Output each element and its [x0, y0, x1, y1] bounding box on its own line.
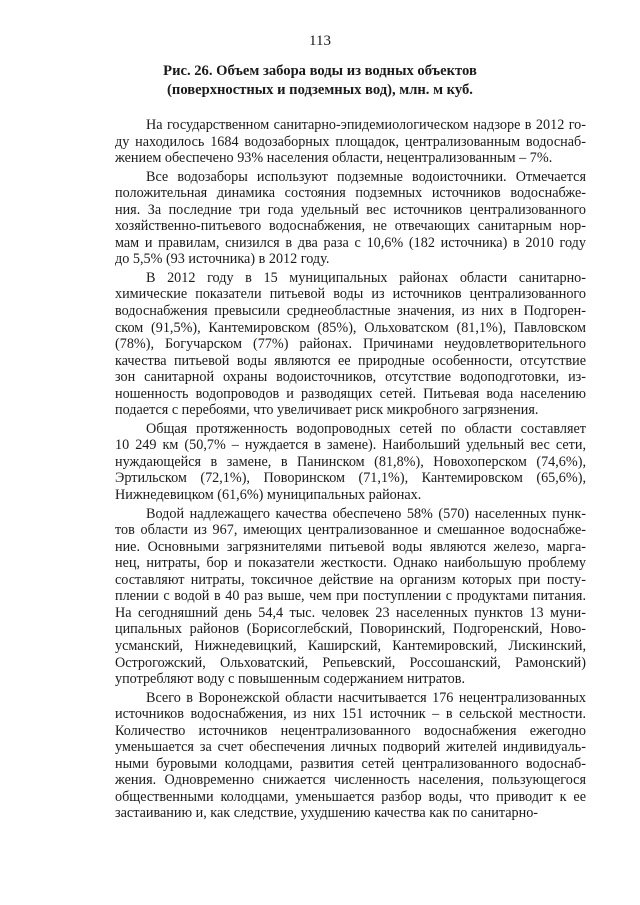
paragraph — [115, 690, 586, 822]
paragraph — [115, 270, 586, 419]
text-line: На государственном санитарно-эпидемиологическом надзоре в 2012 го- — [146, 117, 586, 133]
figure-caption-line: (поверхностных и подземных вод), млн. м куб. — [167, 82, 473, 98]
text-line: Количество источников нецентрализованного водоснабжения ежегодно — [115, 722, 586, 739]
text-line: мам и правилам, снизился в два раза с 10,6% (182 источника) в 2010 году — [115, 234, 586, 251]
paragraph — [115, 421, 586, 504]
paragraph — [115, 117, 586, 167]
text-line: Острогожский, Ольховатский, Репьевский, Россошанский, Рамонский) — [115, 654, 586, 671]
figure-caption — [110, 62, 530, 100]
text-line: Нижнедевицком (61,6%) муниципальных районах. — [115, 487, 422, 504]
text-line: подается с перебоями, что увеличивает риск микробного загрязнения. — [115, 402, 539, 419]
text-line: до 5,5% (93 источника) в 2012 году. — [115, 251, 330, 268]
text-line: водоснабжения превысили среднеобластные значения, из них в Подгорен- — [115, 303, 586, 320]
text-line: тов области из 967, имеющих централизованное и смешанное водоснабже- — [115, 522, 586, 539]
body-text — [115, 117, 586, 824]
text-line: 10 249 км (50,7% – нуждается в замене). Наибольший удельный вес сети, — [115, 437, 586, 454]
text-line: жением обеспечено 93% населения области, нецентрализованным – 7%. — [115, 150, 553, 167]
text-line: нуждающейся в замене, в Панинском (81,8%), Новохоперском (74,6%), — [115, 453, 586, 470]
text-line: ния. За последние три года удельный вес источников централизованного — [115, 201, 586, 218]
text-line: ду находилось 1684 водозаборных площадок, централизованным водоснаб- — [115, 133, 586, 150]
text-line: Эртильском (72,1%), Поворинском (71,1%), Кантемировском (65,6%), — [115, 470, 586, 487]
text-line: Все водозаборы используют подземные водоисточники. Отмечается — [146, 168, 586, 185]
text-line: ными буровыми колодцами, развития сетей централизованного водоснаб- — [115, 755, 586, 772]
text-line: ском (91,5%), Кантемировском (85%), Ольховатском (81,1%), Павловском — [115, 319, 586, 336]
text-line: застаиванию и, как следствие, ухудшению качества как по санитарно- — [115, 805, 539, 822]
text-line: нец, нитраты, бор и показатели жесткости. Однако наибольшую проблему — [115, 555, 586, 572]
text-line: положительная динамика состояния подземных источников водоснабже- — [115, 185, 586, 202]
page-number: 113 — [309, 33, 331, 49]
figure-caption-line: Рис. 26. Объем забора воды из водных объектов — [163, 63, 477, 79]
text-line: общественными колодцами, уменьшается разбор воды, что приводит к ее — [115, 788, 586, 805]
paragraph — [115, 506, 586, 688]
text-line: качества питьевой воды являются ее природные особенности, отсутствие — [115, 352, 586, 369]
text-line: Общая протяженность водопроводных сетей по области составляет — [146, 420, 586, 437]
text-line: жения. Одновременно снижается численность населения, пользующегося — [115, 772, 586, 789]
text-line: употребляют воду с повышенным содержанием нитратов. — [115, 671, 465, 688]
text-line: составляют нитраты, токсичное действие на организм которых при посту- — [115, 571, 586, 588]
text-line: усманский, Нижнедевицкий, Каширский, Кантемировский, Лискинский, — [115, 637, 586, 654]
text-line: Всего в Воронежской области насчитывается 176 нецентрализованных — [146, 689, 586, 706]
text-line: источников водоснабжения, из них 151 источник – в сельской местности. — [115, 706, 586, 723]
text-line: В 2012 году в 15 муниципальных районах области санитарно- — [146, 269, 586, 286]
text-line: ципальных районов (Борисоглебский, Поворинский, Подгоренский, Ново- — [115, 621, 586, 638]
text-line: ношенность водопроводов и разводящих сетей. Питьевая вода населению — [115, 385, 586, 402]
text-line: На сегодняшний день 54,4 тыс. человек 23 населенных пунктов 13 муни- — [115, 604, 586, 621]
text-line: (78%), Богучарском (77%) районах. Причинами неудовлетворительного — [115, 336, 586, 353]
text-line: плении с водой в 40 раз выше, чем при поступлении с продуктами питания. — [115, 588, 586, 605]
text-line: хозяйственно-питьевого водоснабжения, не отвечающих санитарным нор- — [115, 218, 586, 235]
text-line: зон санитарной охраны водоисточников, отсутствие водоподготовки, из- — [115, 369, 586, 386]
text-line: Водой надлежащего качества обеспечено 58% (570) населенных пунк- — [146, 505, 586, 522]
paragraph — [115, 169, 586, 268]
text-line: химические показатели питьевой воды из источников централизованного — [115, 286, 586, 303]
text-line: ние. Основными загрязнителями питьевой воды являются железо, марга- — [115, 538, 586, 555]
text-line: уменьшается за счет обеспечения личных подворий жителей индивидуаль- — [115, 739, 586, 756]
